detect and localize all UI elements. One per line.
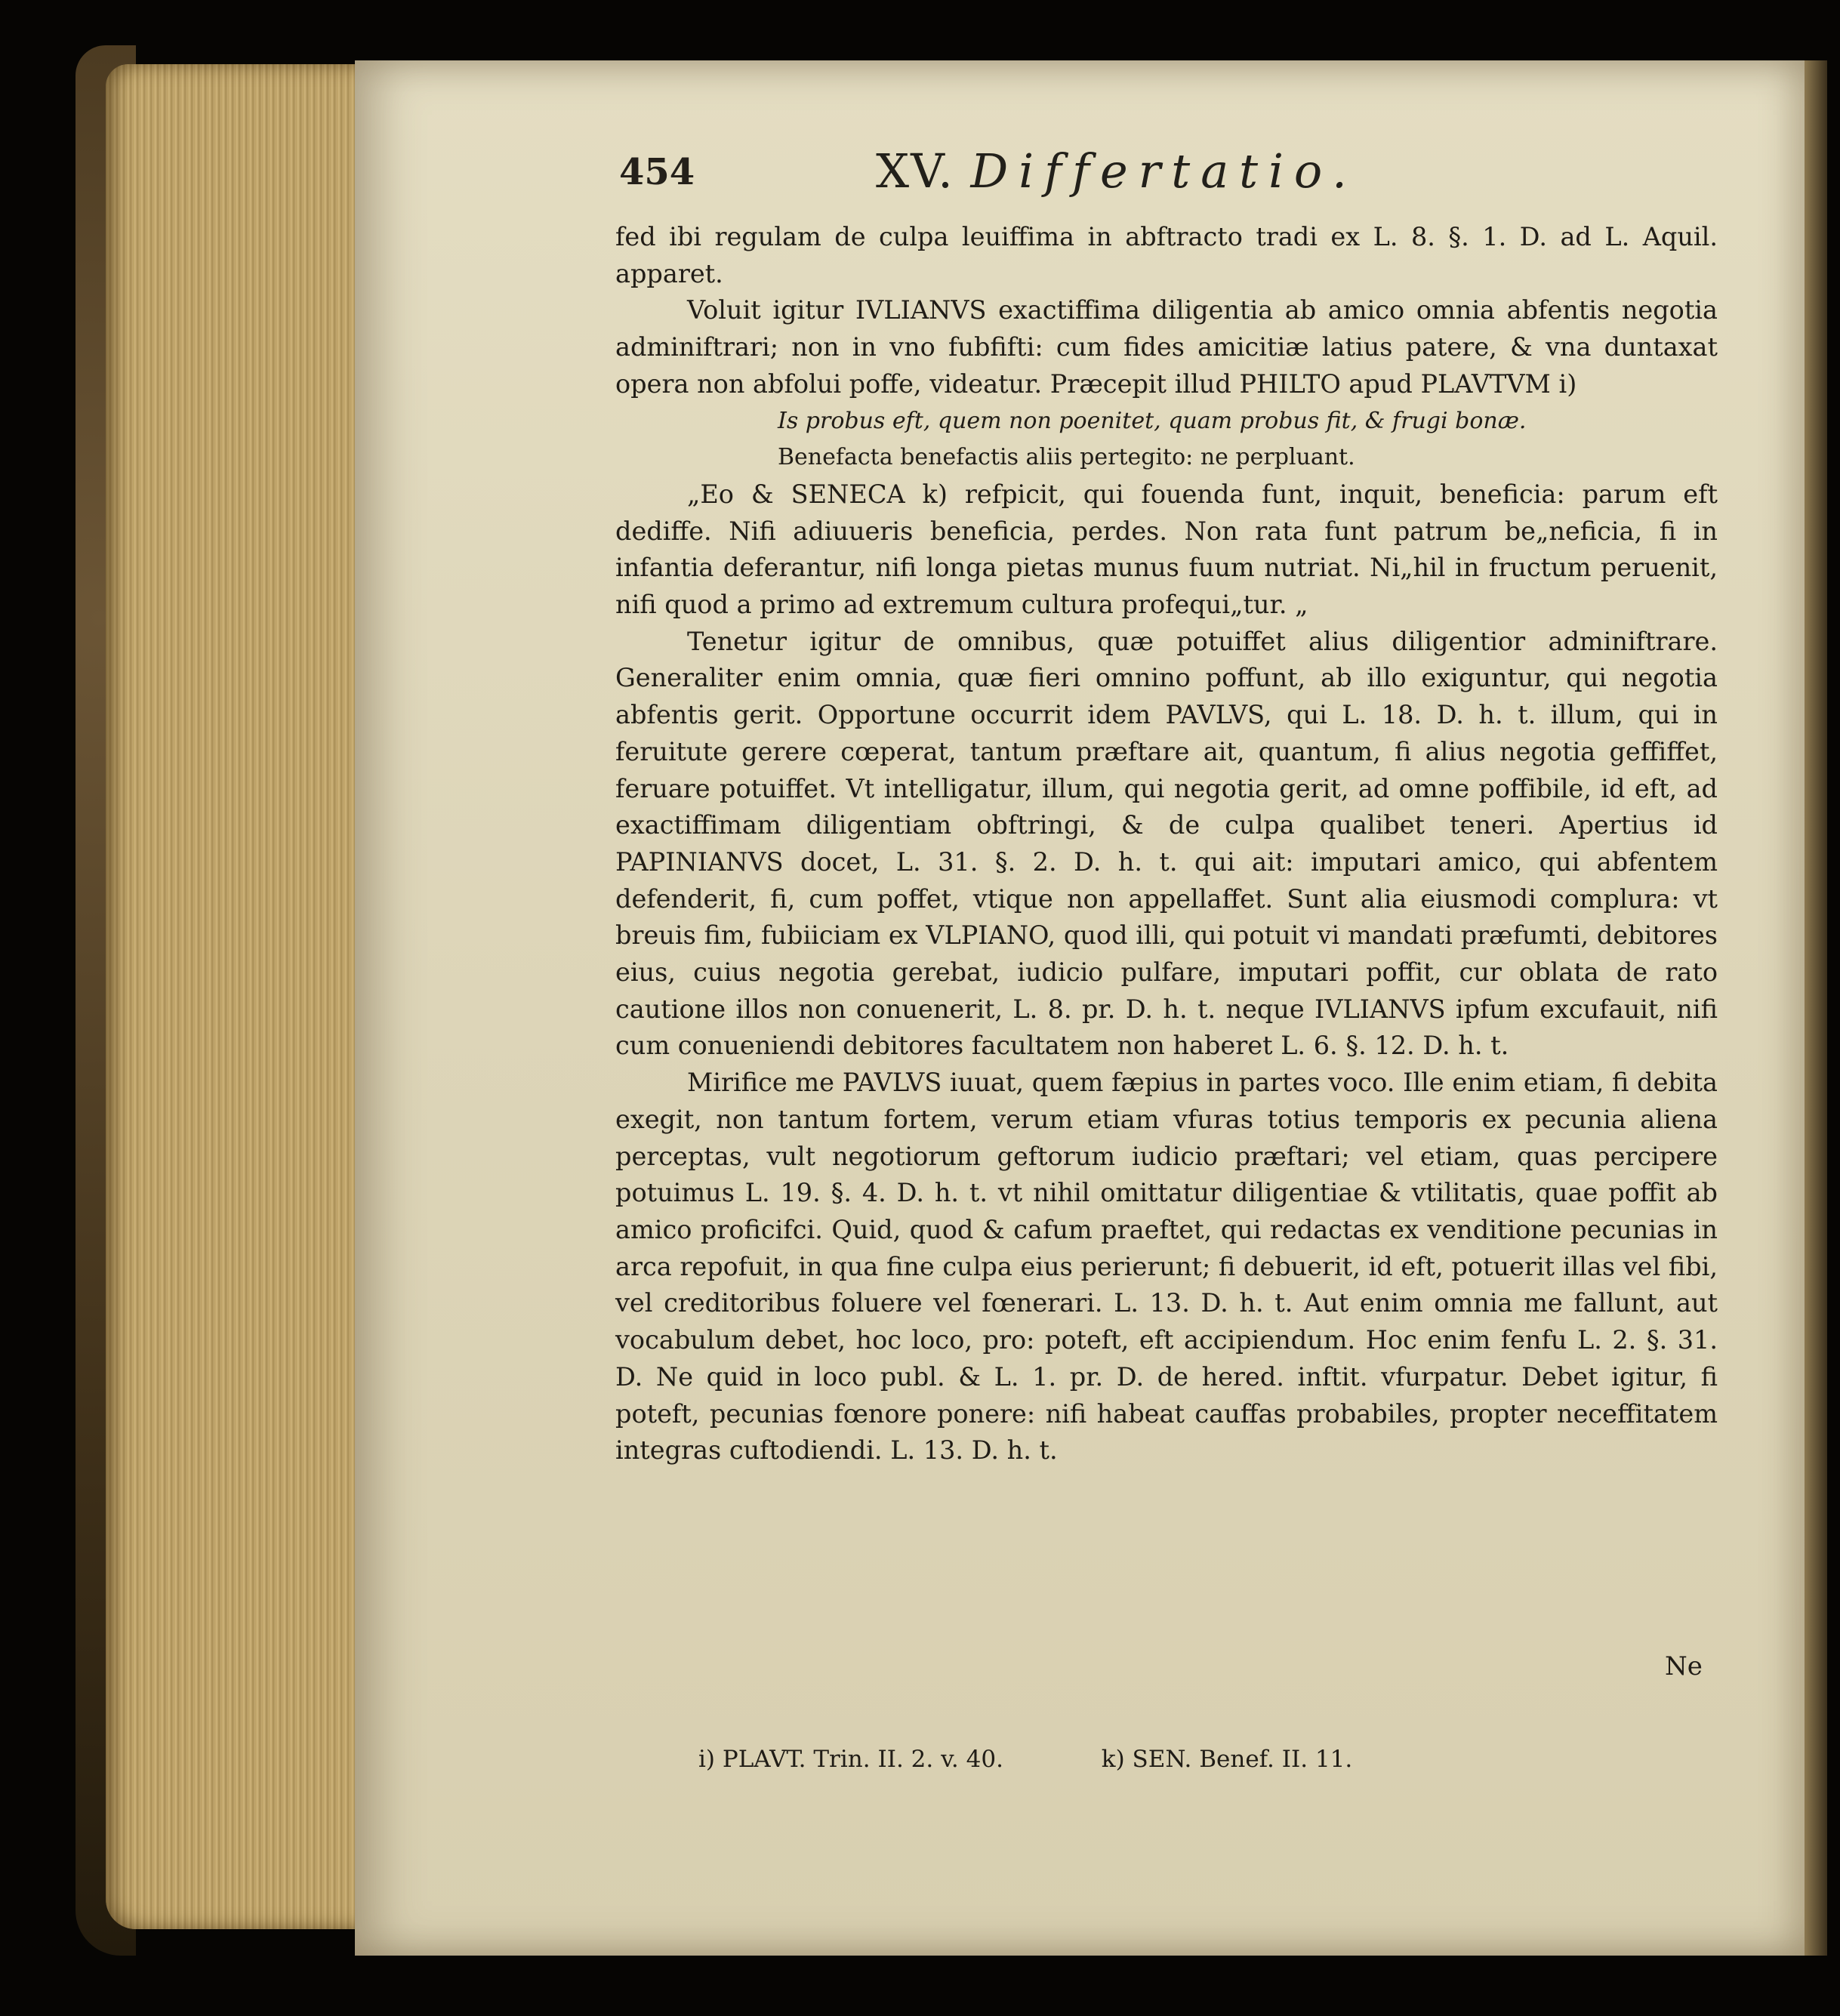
paragraph: Mirifice me PAVLVS iuuat, quem fæpius in partes voco. Ille enim etiam, fi debita exegit, non tantum fortem, verum etiam vfuras totius temporis ex pecunia aliena perceptas, vult negotiorum geftorum iudicio præftari; vel etiam, quas percipere potuimus L. 19. §. 4. D. h. t. vt nihil omittatur diligentiae & vtilitatis, quae poffit ab amico proficifci. Quid, quod & cafum praeftet, qui redactas ex venditione pecunias in arca repofuit, in qua fine culpa eius perierunt; fi debuerit, id eft, potuerit illas vel fibi, vel creditoribus foluere vel fœnerari. L. 13. D. h. t. Aut enim omnia me fallunt, aut vocabulum debet, hoc loco, pro: poteft, eft accipiendum. Hoc enim fenfu L. 2. §. 31. D. Ne quid in loco publ. & L. 1. pr. D. de hered. inftit. vfurpatur. Debet igitur, fi poteft, pecunias fœnore ponere: nifi habeat cauffas probabiles, propter neceffitatem integras cuftodiendi. L. 13. D. h. t. — [615, 1068, 1718, 1466]
title-numeral: XV. — [876, 143, 954, 199]
catchword: Ne — [1665, 1651, 1703, 1682]
section-title — [876, 143, 1358, 199]
page-number: 454 — [619, 151, 695, 193]
footnote: i) PLAVT. Trin. II. 2. v. 40. — [698, 1746, 1003, 1773]
footnotes — [698, 1746, 1755, 1773]
page — [355, 60, 1805, 1956]
body-text — [615, 219, 1718, 1469]
footnote: k) SEN. Benef. II. 11. — [1101, 1746, 1353, 1773]
verse-line: Benefacta benefactis aliis pertegito: ne perpluant. — [778, 444, 1355, 471]
paragraph: fed ibi regulam de culpa leuiffima in abftracto tradi ex L. 8. §. 1. D. ad L. Aquil. apparet. — [615, 222, 1718, 288]
paragraph: Voluit igitur IVLIANVS exactiffima diligentia ab amico omnia abfentis negotia adminiftrari; non in vno fubfifti: cum fides amicitiæ latius patere, & vna duntaxat opera non abfolui poffe, videatur. Præcepit illud PHILTO apud PLAVTVM i) — [615, 295, 1718, 399]
paragraph: „Eo & SENECA k) refpicit, qui fouenda funt, inquit, beneficia: parum eft dediffe. Nifi adiuueris beneficia, perdes. Non rata funt patrum be„neficia, fi in infantia deferantur, nifi longa pietas munus fuum nutriat. Ni„hil in fructum peruenit, nifi quod a primo ad extremum cultura profequi„tur. „ — [615, 479, 1718, 620]
title-word: Differtatio. — [970, 143, 1358, 199]
paragraph: Tenetur igitur de omnibus, quæ potuiffet alius diligentior adminiftrare. Generaliter enim omnia, quæ fieri omnino poffunt, ab illo exiguntur, qui negotia abfentis gerit. Opportune occurrit idem PAVLVS, qui L. 18. D. h. t. illum, qui in feruitute gerere cœperat, tantum præftare ait, quantum, fi alius negotia geffiffet, feruare potuiffet. Vt intelligatur, illum, qui negotia gerit, ad omne poffibile, id eft, ad exactiffimam diligentiam obftringi, & de culpa qualibet teneri. Apertius id PAPINIANVS docet, L. 31. §. 2. D. h. t. qui ait: imputari amico, qui abfentem defenderit, fi, cum poffet, vtique non appellaffet. Sunt alia eiusmodi complura: vt breuis fim, fubiiciam ex VLPIANO, quod illi, qui potuit vi mandati præfumti, debitores eius, cuius negotia gerebat, iudicio pulfare, imputari poffit, cur oblata de rato cautione illos non conuenerit, L. 8. pr. D. h. t. neque IVLIANVS ipfum excufauit, nifi cum conueniendi debitores facultatem non haberet L. 6. §. 12. D. h. t. — [615, 626, 1718, 1061]
right-page-edge — [1805, 60, 1827, 1956]
page-edges — [106, 64, 366, 1929]
running-head — [619, 143, 1752, 211]
verse-line: Is probus eft, quem non poenitet, quam probus fit, & frugi bonæ. — [778, 407, 1527, 434]
